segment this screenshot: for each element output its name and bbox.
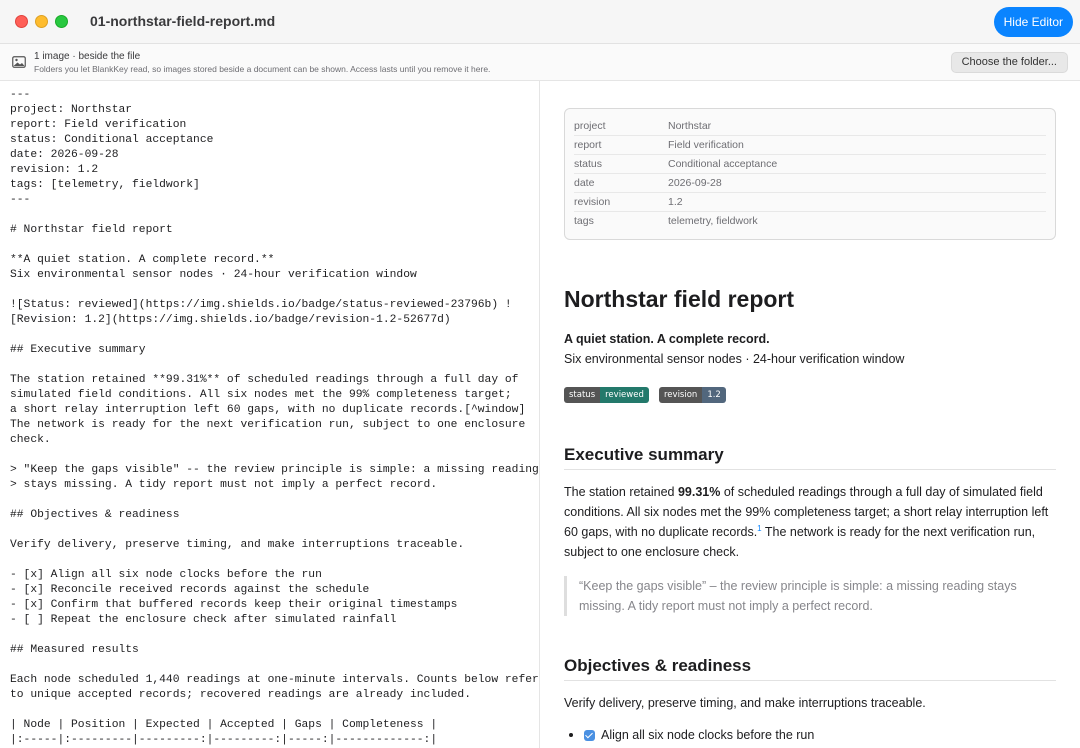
report-title: Northstar field report xyxy=(564,286,795,312)
frontmatter-value: 1.2 xyxy=(668,196,683,208)
image-icon xyxy=(12,56,26,68)
markdown-source[interactable]: --- project: Northstar report: Field verification status: Conditional acceptance date: 2026-09-28 revision: 1.2 tags: [telemetry, fieldwork] --- # Northstar field report **A quiet station. A complete record.** Six environmental sensor nodes · 24-hour verification window ![Status: reviewed](https://img.shields.io/badge/status-reviewed-23796b) ! [Revision: 1.2](https://img.shields.io/badge/revision-1.2-52677d) ## Executive summary The station retained **99.31%** of scheduled readings through a full day of simulated field conditions. All six nodes met the 99% completeness target; a short relay interruption left 60 gaps, with no duplicate records.[^window] The network is ready for the next verification run, subject to one enclosure check. > "Keep the gaps visible" -- the review principle is simple: a missing reading > stays missing. A tidy report must not imply a perfect record. ## Objectives & readiness Verify delivery, preserve timing, and make interruptions traceable. - [x] Align all six node clocks before the run - [x] Reconcile received records against the schedule - [x] Confirm that buffered records keep their original timestamps - [ ] Repeat the enclosure check after simulated rainfall ## Measured results Each node scheduled 1,440 readings at one-minute intervals. Counts below refer to unique accepted records; recovered readings are already included. | Node | Position | Expected | Accepted | Gaps | Completeness | |:-----|:---------|---------:|---------:|-----:|-------------:| xyxy=(10,89,539,746)
badge-value: 1.2 xyxy=(702,387,726,403)
review-principle-quote: “Keep the gaps visible” – the review principle is simple: a missing reading stays missing. A tidy report must not imply a perfect record. xyxy=(564,576,1059,616)
heading-rule xyxy=(564,469,1056,470)
report-subline: Six environmental sensor nodes · 24-hour verification window xyxy=(564,352,905,366)
title-bar xyxy=(0,0,1080,44)
document-title: 01-northstar-field-report.md xyxy=(90,13,276,29)
revision-badge xyxy=(659,387,726,403)
completeness-value: 99.31% xyxy=(677,485,721,499)
task-item xyxy=(569,728,814,742)
frontmatter-key: revision xyxy=(574,196,611,208)
frontmatter-value: 2026-09-28 xyxy=(668,177,722,189)
checked-checkbox-icon[interactable] xyxy=(584,730,595,741)
frontmatter-key: project xyxy=(574,120,606,132)
frontmatter-table xyxy=(564,108,1056,240)
badge-value: reviewed xyxy=(600,387,649,403)
frontmatter-key: tags xyxy=(574,215,594,227)
status-badge xyxy=(564,387,649,403)
preview-pane xyxy=(541,81,1080,748)
footnote-link[interactable]: 1 xyxy=(757,523,762,533)
frontmatter-value: Conditional acceptance xyxy=(668,158,778,170)
markdown-editor[interactable] xyxy=(0,81,540,748)
bullet-icon xyxy=(569,733,573,737)
frontmatter-key: report xyxy=(574,139,602,151)
badge-label: revision xyxy=(659,387,702,403)
executive-summary-paragraph: The station retained 99.31% of scheduled readings through a full day of simulated field conditions. All six nodes met the 99% completeness target; a short relay interruption left 60 gaps, with no duplicate records.$^1$ The network is ready for the next verification run, subject to one enclosure check. xyxy=(564,485,1049,559)
executive-summary-heading: Executive summary xyxy=(564,445,724,464)
badge-label: status xyxy=(564,387,600,403)
notice-subtitle: Folders you let BlankKey read, so images stored beside a document can be shown. Access lasts until you remove it here. xyxy=(34,64,491,74)
frontmatter-key: date xyxy=(574,177,595,189)
task-label: Align all six node clocks before the run xyxy=(601,728,815,742)
frontmatter-row xyxy=(574,212,1046,231)
hide-editor-button[interactable]: Hide Editor xyxy=(994,7,1073,37)
objectives-paragraph: Verify delivery, preserve timing, and make interruptions traceable. xyxy=(564,696,926,710)
frontmatter-row xyxy=(574,155,1046,174)
frontmatter-row xyxy=(574,174,1046,193)
close-window-button[interactable] xyxy=(15,15,28,28)
objectives-heading: Objectives & readiness xyxy=(564,656,752,675)
heading-rule xyxy=(564,680,1056,681)
notice-title: 1 image · beside the file xyxy=(34,51,141,62)
frontmatter-row xyxy=(574,136,1046,155)
image-access-bar xyxy=(0,44,1080,81)
frontmatter-value: telemetry, fieldwork xyxy=(668,215,758,227)
choose-folder-button[interactable]: Choose the folder... xyxy=(951,52,1068,73)
frontmatter-row xyxy=(574,117,1046,136)
zoom-window-button[interactable] xyxy=(55,15,68,28)
frontmatter-value: Northstar xyxy=(668,120,712,132)
report-tagline: A quiet station. A complete record. xyxy=(564,332,770,346)
frontmatter-value: Field verification xyxy=(668,139,744,151)
frontmatter-key: status xyxy=(574,158,603,170)
frontmatter-row xyxy=(574,193,1046,212)
minimize-window-button[interactable] xyxy=(35,15,48,28)
